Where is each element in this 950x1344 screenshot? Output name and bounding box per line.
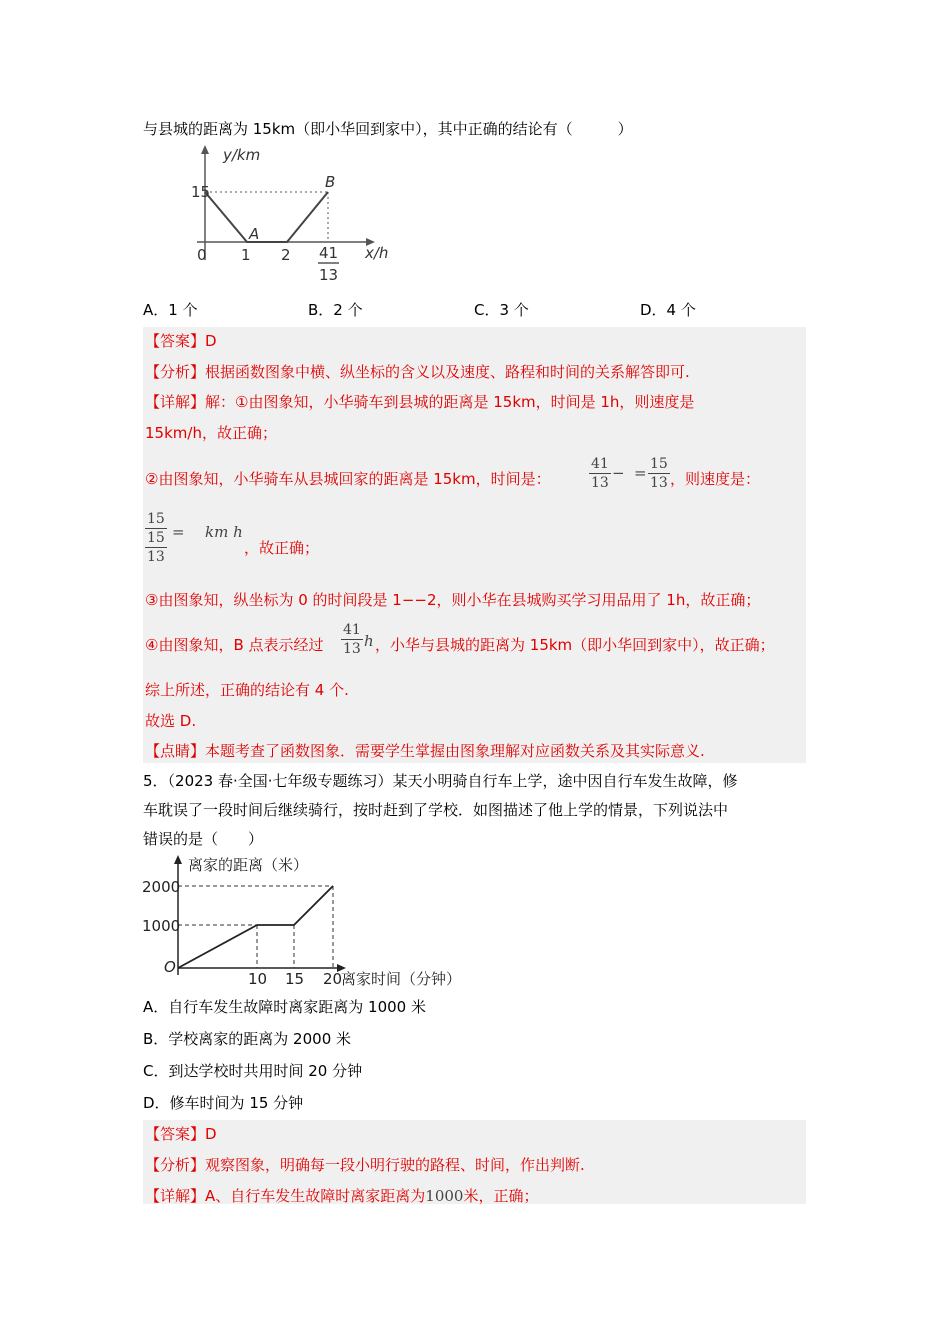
q5-xlabel: 离家时间（分钟） (341, 970, 462, 988)
q4-analysis-text: 根据函数图象中横、纵坐标的含义以及速度、路程和时间的关系解答即可. (205, 363, 690, 381)
q4-frac-d-num: 41 (343, 622, 361, 638)
q5-stem-line2: 车耽误了一段时间后继续骑行，按时赶到了学校．如图描述了他上学的情景，下列说法中 (143, 801, 729, 819)
q5-detail-pre: A、自行车发生故障时离家距离为 (205, 1187, 426, 1205)
q4-x2-label: 2 (281, 246, 291, 264)
q4-origin-label: 0 (197, 246, 207, 264)
q5-x20-label: 20 (323, 970, 343, 988)
q5-graph-line (178, 886, 333, 968)
q4-frac-a-den: 13 (591, 475, 609, 491)
q4-option-a[interactable]: A．1 个 (143, 301, 198, 319)
q4-unit-text: km h (205, 523, 243, 541)
q4-y-arrow (201, 145, 209, 154)
q4-xlabel: x/h (365, 244, 389, 262)
q5-option-a[interactable]: A．自行车发生故障时离家距离为 1000 米 (143, 998, 426, 1016)
q5-distance-graph (140, 850, 480, 990)
q5-answer-value: D (205, 1125, 217, 1143)
q4-frac-b-den: 13 (650, 475, 668, 491)
q4-detail-line3-post: ，则速度是： (670, 470, 761, 488)
q4-graph-line (205, 192, 328, 242)
q4-ylabel: y/km (223, 146, 261, 164)
q5-detail-num: 1000 (425, 1187, 464, 1205)
q5-answer (145, 1123, 217, 1144)
q4-equals-sign-2: = (172, 523, 185, 541)
q4-option-d[interactable]: D．4 个 (640, 301, 696, 319)
q4-answer-tag: 【答案】 (145, 332, 206, 350)
q4-comment-tag: 【点睛】 (145, 742, 206, 760)
q4-frac-a-num: 41 (591, 456, 609, 472)
q4-stem-tail: 与县城的距离为 15km（即小华回到家中），其中正确的结论有（ ） (143, 120, 633, 138)
q4-option-c[interactable]: C．3 个 (474, 301, 529, 319)
q4-option-b[interactable]: B．2 个 (308, 301, 363, 319)
q4-detail-line6-pre: ④由图象知，B 点表示经过 (145, 636, 324, 654)
q4-answer (145, 330, 217, 351)
q5-y2000-label: 2000 (142, 878, 181, 896)
q4-equals-sign: = (634, 464, 647, 482)
q4-comment (145, 740, 705, 761)
q5-option-d[interactable]: D．修车时间为 15 分钟 (143, 1094, 304, 1112)
q4-point-b: B (325, 173, 336, 191)
q5-x10-label: 10 (248, 970, 268, 988)
q5-analysis (145, 1154, 585, 1175)
q4-detail-line5: ③由图象知，纵坐标为 0 的时间段是 1−−2，则小华在县城购买学习用品用了 1h，故正确； (145, 591, 761, 609)
q4-detail-line3-pre: ②由图象知，小华骑车从县城回家的距离是 15km，时间是： (145, 470, 551, 488)
q5-option-b[interactable]: B．学校离家的距离为 2000 米 (143, 1030, 352, 1048)
q4-distance-graph (185, 140, 390, 285)
q4-analysis-tag: 【分析】 (145, 363, 206, 381)
q4-x1-label: 1 (241, 246, 251, 264)
q4-answer-value: D (205, 332, 217, 350)
q4-detail-line8: 故选 D. (145, 712, 197, 730)
q4-detail-line6-post: ，小华与县城的距离为 15km（即小华回到家中），故正确； (375, 636, 775, 654)
q5-stem-line1: 5．（2023 春·全国·七年级专题练习）某天小明骑自行车上学，途中因自行车发生故障，修 (143, 772, 738, 790)
q4-detail-tag: 【详解】 (145, 393, 206, 411)
q4-detail-text1: 解：①由图象知，小华骑车到县城的距离是 15km，时间是 1h，则速度是 (205, 393, 695, 411)
q4-frac-a (589, 455, 611, 492)
q4-frac-c (145, 510, 167, 566)
q4-frac-d (341, 621, 363, 658)
q4-frac-b-num: 15 (650, 456, 668, 472)
q5-y-arrow (174, 855, 182, 864)
q4-frac-d-den: 13 (343, 641, 361, 657)
q5-analysis-tag: 【分析】 (145, 1156, 206, 1174)
q4-xfrac-den: 13 (319, 266, 339, 284)
q5-analysis-text: 观察图象，明确每一段小明行驶的路程、时间，作出判断. (205, 1156, 585, 1174)
q4-detail-line2: 15km/h，故正确； (145, 424, 277, 442)
q4-frac-c-num: 15 (147, 511, 165, 527)
q4-detail-line1 (145, 391, 694, 412)
q5-detail-tag: 【详解】 (145, 1187, 206, 1205)
q4-detail-line4-post: ，故正确； (244, 539, 320, 557)
q4-detail-line7: 综上所述，正确的结论有 4 个. (145, 681, 349, 699)
q4-frac-b (648, 455, 670, 492)
q5-detail (145, 1185, 538, 1206)
q5-detail-post: 米，正确； (463, 1187, 539, 1205)
q4-frac-c-den: 13 (147, 549, 165, 565)
q4-y15-label: 15 (191, 183, 211, 201)
q5-answer-tag: 【答案】 (145, 1125, 206, 1143)
q4-frac-c-mid: 15 (147, 530, 165, 546)
q4-minus-sign: − (612, 464, 625, 482)
q4-xfrac-num: 41 (319, 244, 339, 262)
q5-x15-label: 15 (285, 970, 305, 988)
q4-comment-text: 本题考查了函数图象．需要学生掌握由图象理解对应函数关系及其实际意义. (205, 742, 705, 760)
q4-analysis (145, 361, 690, 382)
q5-stem-line3: 错误的是（ ） (143, 830, 264, 848)
q4-point-a: A (249, 225, 260, 243)
q4-h-unit: h (364, 632, 374, 650)
q5-option-c[interactable]: C．到达学校时共用时间 20 分钟 (143, 1062, 363, 1080)
q5-origin-label: O (164, 958, 176, 976)
q5-y1000-label: 1000 (142, 917, 181, 935)
q5-ylabel: 离家的距离（米） (188, 856, 309, 874)
